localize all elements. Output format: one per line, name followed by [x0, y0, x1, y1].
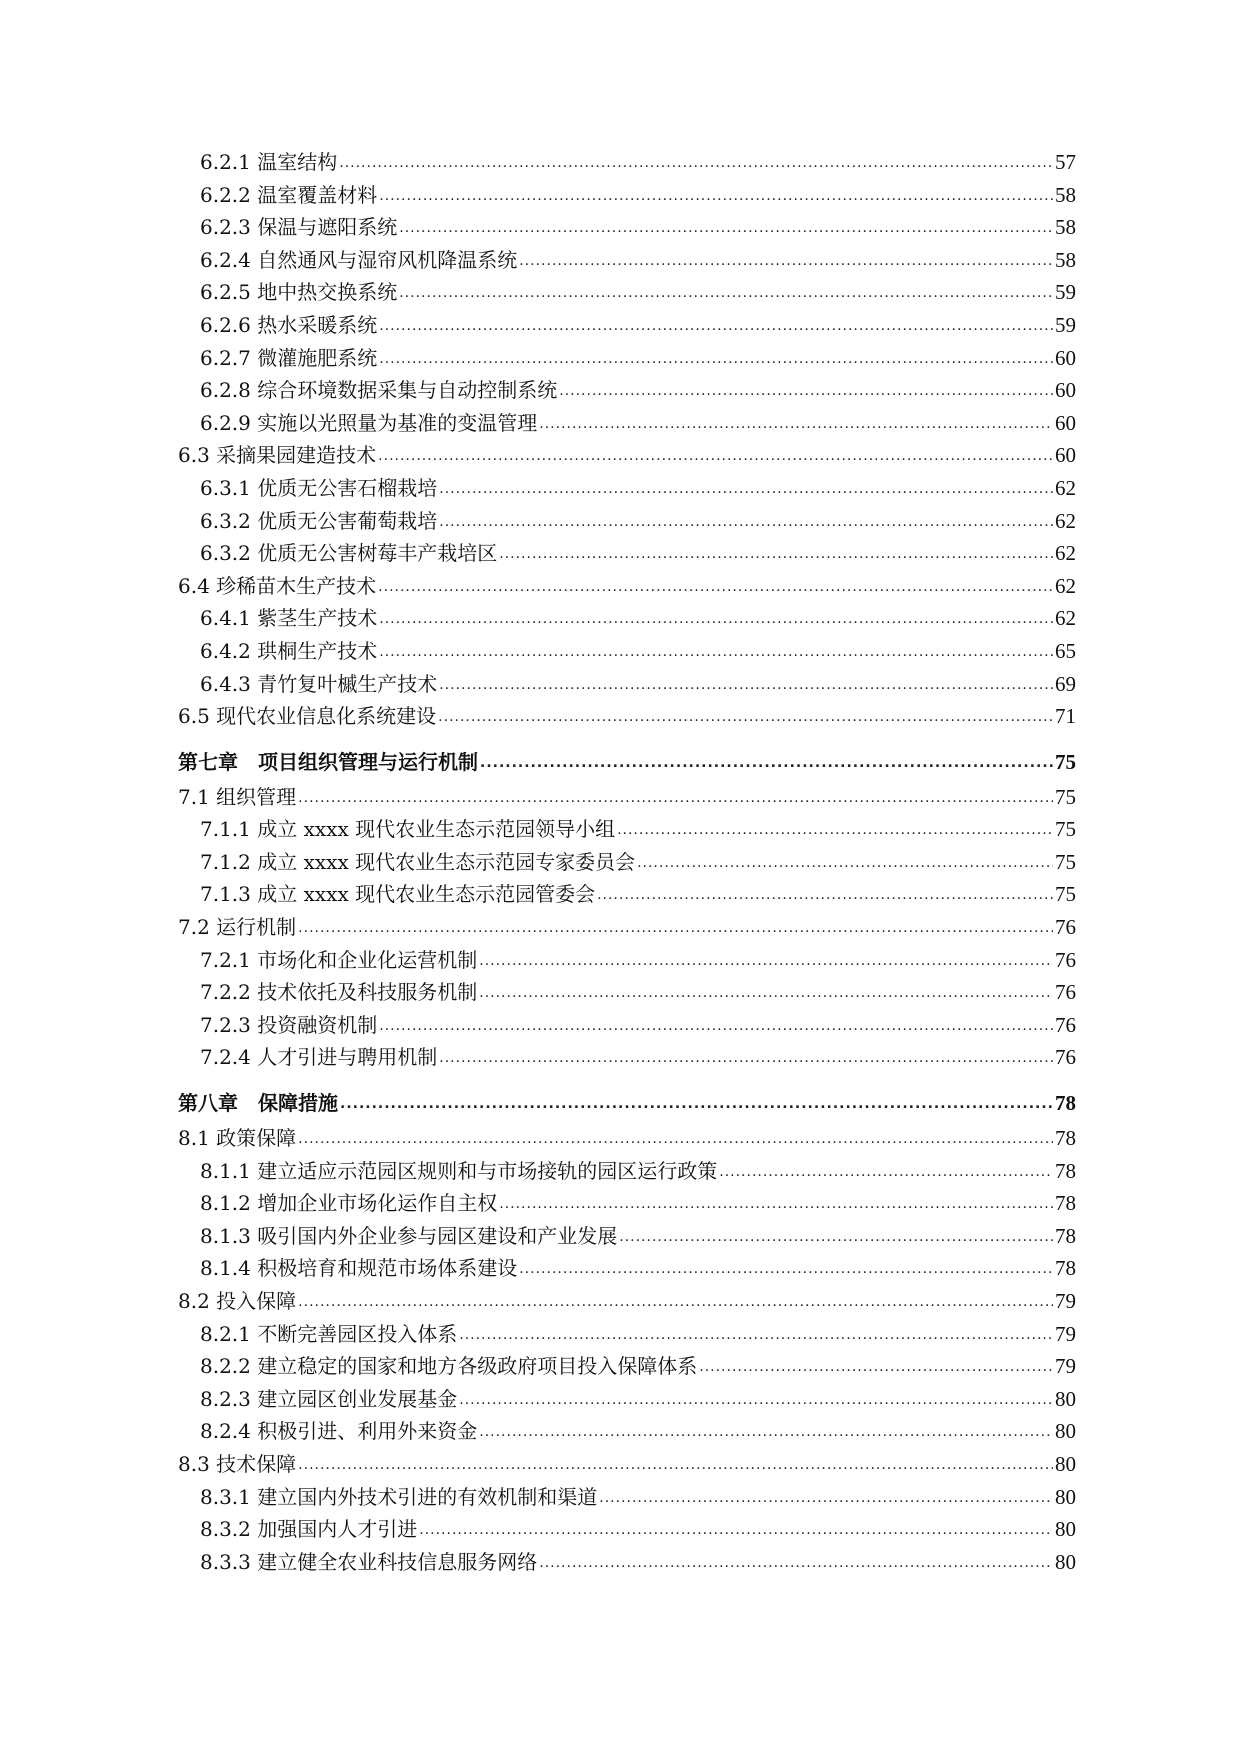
toc-leader-dots — [519, 1257, 1053, 1281]
toc-leader-dots — [539, 412, 1053, 436]
toc-entry-title: 8.3.3 建立健全农业科技信息服务网络 — [200, 1549, 538, 1574]
toc-leader-dots — [379, 184, 1053, 208]
toc-entry-title: 6.2.8 综合环境数据采集与自动控制系统 — [200, 378, 558, 403]
toc-leader-dots — [379, 640, 1053, 664]
toc-leader-dots — [597, 883, 1053, 907]
toc-leader-dots — [339, 151, 1053, 175]
toc-entry-page-number: 60 — [1055, 345, 1076, 370]
toc-subsection-entry[interactable] — [178, 1419, 1076, 1452]
toc-entry-title: 7.2.4 人才引进与聘用机制 — [200, 1045, 438, 1070]
toc-entry-page-number: 80 — [1055, 1484, 1076, 1509]
toc-entry-title: 8.1.4 积极培育和规范市场体系建设 — [200, 1256, 518, 1281]
toc-leader-dots — [399, 281, 1053, 305]
toc-entry-page-number: 78 — [1055, 1158, 1076, 1183]
toc-entry-title: 7.2.2 技术依托及科技服务机制 — [200, 980, 478, 1005]
toc-leader-dots — [499, 542, 1053, 566]
toc-entry-title: 8.3.2 加强国内人才引进 — [200, 1517, 418, 1542]
toc-entry-page-number: 80 — [1055, 1419, 1076, 1444]
toc-leader-dots — [637, 851, 1053, 875]
toc-entry-page-number: 76 — [1055, 980, 1076, 1005]
toc-section-entry[interactable] — [178, 443, 1076, 476]
toc-entry-page-number: 69 — [1055, 671, 1076, 696]
toc-entry-title: 6.2.2 温室覆盖材料 — [200, 182, 378, 207]
toc-entry-page-number: 62 — [1055, 573, 1076, 598]
toc-leader-dots — [378, 575, 1053, 599]
toc-entry-title: 6.2.1 温室结构 — [200, 150, 338, 174]
toc-subsection-entry[interactable] — [178, 1224, 1076, 1257]
toc-entry-page-number: 79 — [1055, 1354, 1076, 1379]
toc-entry-page-number: 62 — [1055, 508, 1076, 533]
toc-entry-title: 6.2.3 保温与遮阳系统 — [200, 215, 398, 240]
toc-entry-page-number: 75 — [1055, 817, 1076, 842]
toc-entry-title: 6.3.1 优质无公害石榴栽培 — [200, 475, 438, 500]
toc-subsection-entry[interactable] — [178, 183, 1076, 216]
toc-entry-page-number: 76 — [1055, 1045, 1076, 1070]
toc-leader-dots — [379, 1014, 1053, 1038]
toc-entry-title: 7.2.1 市场化和企业化运营机制 — [200, 947, 478, 972]
toc-entry-page-number: 75 — [1055, 749, 1076, 774]
toc-subsection-entry[interactable] — [178, 1517, 1076, 1550]
toc-entry-title: 8.2.1 不断完善园区投入体系 — [200, 1321, 458, 1346]
toc-entry-page-number: 78 — [1055, 1256, 1076, 1281]
toc-leader-dots — [439, 673, 1053, 697]
toc-leader-dots — [617, 818, 1053, 842]
toc-subsection-entry[interactable] — [178, 1485, 1076, 1518]
toc-entry-page-number: 60 — [1055, 410, 1076, 435]
toc-entry-page-number: 80 — [1055, 1386, 1076, 1411]
toc-entry-title: 7.1.3 成立 xxxx 现代农业生态示范园管委会 — [200, 882, 596, 907]
toc-entry-page-number: 59 — [1055, 280, 1076, 305]
toc-leader-dots — [439, 477, 1053, 501]
toc-subsection-entry[interactable] — [178, 476, 1076, 509]
toc-leader-dots — [459, 1323, 1053, 1347]
toc-entry-title: 8.2.4 积极引进、利用外来资金 — [200, 1419, 478, 1444]
toc-entry-page-number: 76 — [1055, 1012, 1076, 1037]
toc-entry-page-number: 80 — [1055, 1549, 1076, 1574]
toc-leader-dots — [439, 1046, 1053, 1070]
toc-section-entry[interactable] — [178, 704, 1076, 737]
toc-subsection-entry[interactable] — [178, 1191, 1076, 1224]
toc-subsection-entry[interactable] — [178, 882, 1076, 915]
toc-entry-page-number: 71 — [1055, 704, 1076, 729]
table-of-contents — [178, 150, 1076, 1582]
toc-entry-page-number: 79 — [1055, 1289, 1076, 1313]
toc-chapter-entry[interactable] — [178, 737, 1076, 785]
toc-entry-title: 6.3 采摘果园建造技术 — [178, 443, 377, 468]
toc-subsection-entry[interactable] — [178, 639, 1076, 672]
toc-entry-page-number: 79 — [1055, 1321, 1076, 1346]
toc-section-entry[interactable] — [178, 785, 1076, 818]
toc-entry-title: 8.2 投入保障 — [178, 1289, 297, 1313]
toc-entry-title: 8.1.1 建立适应示范园区规则和与市场接轨的园区运行政策 — [200, 1158, 718, 1183]
toc-entry-page-number: 62 — [1055, 541, 1076, 566]
toc-leader-dots — [719, 1160, 1053, 1184]
toc-leader-dots — [559, 379, 1053, 403]
toc-section-entry[interactable] — [178, 574, 1076, 607]
toc-entry-page-number: 58 — [1055, 215, 1076, 240]
toc-leader-dots — [379, 607, 1053, 631]
toc-leader-dots — [699, 1355, 1053, 1379]
toc-entry-title: 7.2.3 投资融资机制 — [200, 1012, 378, 1037]
toc-entry-title: 8.1.2 增加企业市场化运作自主权 — [200, 1191, 498, 1216]
toc-leader-dots — [298, 916, 1053, 940]
toc-entry-title: 6.4.1 紫茎生产技术 — [200, 606, 378, 631]
toc-subsection-entry[interactable] — [178, 150, 1076, 183]
toc-subsection-entry[interactable] — [178, 1354, 1076, 1387]
toc-section-entry[interactable] — [178, 915, 1076, 948]
toc-subsection-entry[interactable] — [178, 1387, 1076, 1420]
toc-entry-page-number: 75 — [1055, 784, 1076, 809]
toc-leader-dots — [298, 1127, 1053, 1151]
toc-subsection-entry[interactable] — [178, 1256, 1076, 1289]
toc-entry-title: 6.5 现代农业信息化系统建设 — [178, 704, 437, 729]
toc-subsection-entry[interactable] — [178, 980, 1076, 1013]
toc-leader-dots — [340, 1092, 1053, 1116]
toc-entry-title: 8.1.3 吸引国内外企业参与园区建设和产业发展 — [200, 1223, 618, 1248]
toc-subsection-entry[interactable] — [178, 817, 1076, 850]
toc-subsection-entry[interactable] — [178, 1159, 1076, 1192]
toc-leader-dots — [519, 249, 1053, 273]
toc-entry-title: 第七章 项目组织管理与运行机制 — [178, 749, 478, 774]
toc-subsection-entry[interactable] — [178, 948, 1076, 981]
toc-subsection-entry[interactable] — [178, 313, 1076, 346]
toc-leader-dots — [298, 1290, 1053, 1314]
toc-entry-title: 7.1.2 成立 xxxx 现代农业生态示范园专家委员会 — [200, 849, 636, 874]
toc-subsection-entry[interactable] — [178, 346, 1076, 379]
toc-entry-page-number: 62 — [1055, 606, 1076, 631]
toc-entry-page-number: 58 — [1055, 247, 1076, 272]
toc-subsection-entry[interactable] — [178, 215, 1076, 248]
toc-entry-title: 8.3.1 建立国内外技术引进的有效机制和渠道 — [200, 1484, 598, 1509]
toc-leader-dots — [439, 510, 1053, 534]
toc-subsection-entry[interactable] — [178, 509, 1076, 542]
toc-leader-dots — [419, 1518, 1053, 1542]
toc-leader-dots — [599, 1486, 1053, 1510]
toc-leader-dots — [479, 981, 1053, 1005]
toc-subsection-entry[interactable] — [178, 378, 1076, 411]
toc-entry-title: 6.4.2 珙桐生产技术 — [200, 638, 378, 663]
toc-leader-dots — [378, 444, 1053, 468]
toc-leader-dots — [479, 1420, 1053, 1444]
toc-entry-title: 6.2.4 自然通风与湿帘风机降温系统 — [200, 247, 518, 272]
toc-leader-dots — [379, 347, 1053, 371]
toc-entry-page-number: 60 — [1055, 378, 1076, 403]
toc-entry-title: 8.2.2 建立稳定的国家和地方各级政府项目投入保障体系 — [200, 1354, 698, 1379]
toc-leader-dots — [479, 949, 1053, 973]
toc-entry-title: 7.1 组织管理 — [178, 784, 297, 809]
toc-subsection-entry[interactable] — [178, 541, 1076, 574]
toc-chapter-entry[interactable] — [178, 1078, 1076, 1126]
toc-subsection-entry[interactable] — [178, 280, 1076, 313]
toc-leader-dots — [298, 786, 1053, 810]
toc-entry-page-number: 65 — [1055, 638, 1076, 663]
toc-entry-title: 6.2.7 微灌施肥系统 — [200, 345, 378, 370]
toc-entry-page-number: 78 — [1055, 1191, 1076, 1216]
toc-entry-title: 6.2.6 热水采暖系统 — [200, 312, 378, 337]
toc-entry-page-number: 60 — [1055, 443, 1076, 468]
toc-section-entry[interactable] — [178, 1126, 1076, 1159]
toc-leader-dots — [438, 705, 1053, 729]
toc-subsection-entry[interactable] — [178, 1322, 1076, 1355]
toc-entry-page-number: 75 — [1055, 849, 1076, 874]
toc-section-entry[interactable] — [178, 1289, 1076, 1322]
toc-entry-title: 7.2 运行机制 — [178, 915, 297, 940]
toc-subsection-entry[interactable] — [178, 850, 1076, 883]
toc-entry-title: 6.3.2 优质无公害树莓丰产栽培区 — [200, 541, 498, 566]
toc-subsection-entry[interactable] — [178, 1045, 1076, 1078]
toc-entry-page-number: 59 — [1055, 312, 1076, 337]
toc-subsection-entry[interactable] — [178, 1013, 1076, 1046]
toc-leader-dots — [499, 1192, 1053, 1216]
toc-leader-dots — [399, 216, 1053, 240]
toc-leader-dots — [619, 1225, 1053, 1249]
toc-entry-page-number: 78 — [1055, 1223, 1076, 1248]
toc-entry-title: 6.3.2 优质无公害葡萄栽培 — [200, 508, 438, 533]
toc-entry-page-number: 76 — [1055, 915, 1076, 940]
toc-subsection-entry[interactable] — [178, 1550, 1076, 1583]
toc-entry-page-number: 75 — [1055, 882, 1076, 907]
toc-entry-page-number: 78 — [1055, 1126, 1076, 1151]
toc-entry-page-number: 58 — [1055, 182, 1076, 207]
toc-leader-dots — [298, 1453, 1053, 1477]
toc-entry-title: 8.3 技术保障 — [178, 1451, 297, 1476]
toc-leader-dots — [379, 314, 1053, 338]
toc-entry-title: 6.4.3 青竹复叶槭生产技术 — [200, 671, 438, 696]
toc-entry-title: 7.1.1 成立 xxxx 现代农业生态示范园领导小组 — [200, 817, 616, 842]
toc-entry-title: 第八章 保障措施 — [178, 1091, 338, 1116]
toc-entry-page-number: 62 — [1055, 475, 1076, 500]
toc-entry-page-number: 76 — [1055, 947, 1076, 972]
toc-entry-page-number: 57 — [1055, 150, 1076, 174]
toc-subsection-entry[interactable] — [178, 248, 1076, 281]
toc-subsection-entry[interactable] — [178, 672, 1076, 705]
toc-entry-title: 8.1 政策保障 — [178, 1126, 297, 1151]
toc-subsection-entry[interactable] — [178, 606, 1076, 639]
toc-section-entry[interactable] — [178, 1452, 1076, 1485]
toc-entry-page-number: 80 — [1055, 1517, 1076, 1542]
toc-leader-dots — [459, 1388, 1053, 1412]
toc-entry-title: 8.2.3 建立园区创业发展基金 — [200, 1386, 458, 1411]
toc-leader-dots — [539, 1551, 1053, 1575]
toc-leader-dots — [480, 751, 1053, 775]
toc-entry-page-number: 78 — [1055, 1091, 1076, 1116]
toc-entry-title: 6.2.9 实施以光照量为基准的变温管理 — [200, 410, 538, 435]
toc-subsection-entry[interactable] — [178, 411, 1076, 444]
toc-entry-title: 6.4 珍稀苗木生产技术 — [178, 573, 377, 598]
toc-entry-title: 6.2.5 地中热交换系统 — [200, 280, 398, 305]
toc-entry-page-number: 80 — [1055, 1451, 1076, 1476]
